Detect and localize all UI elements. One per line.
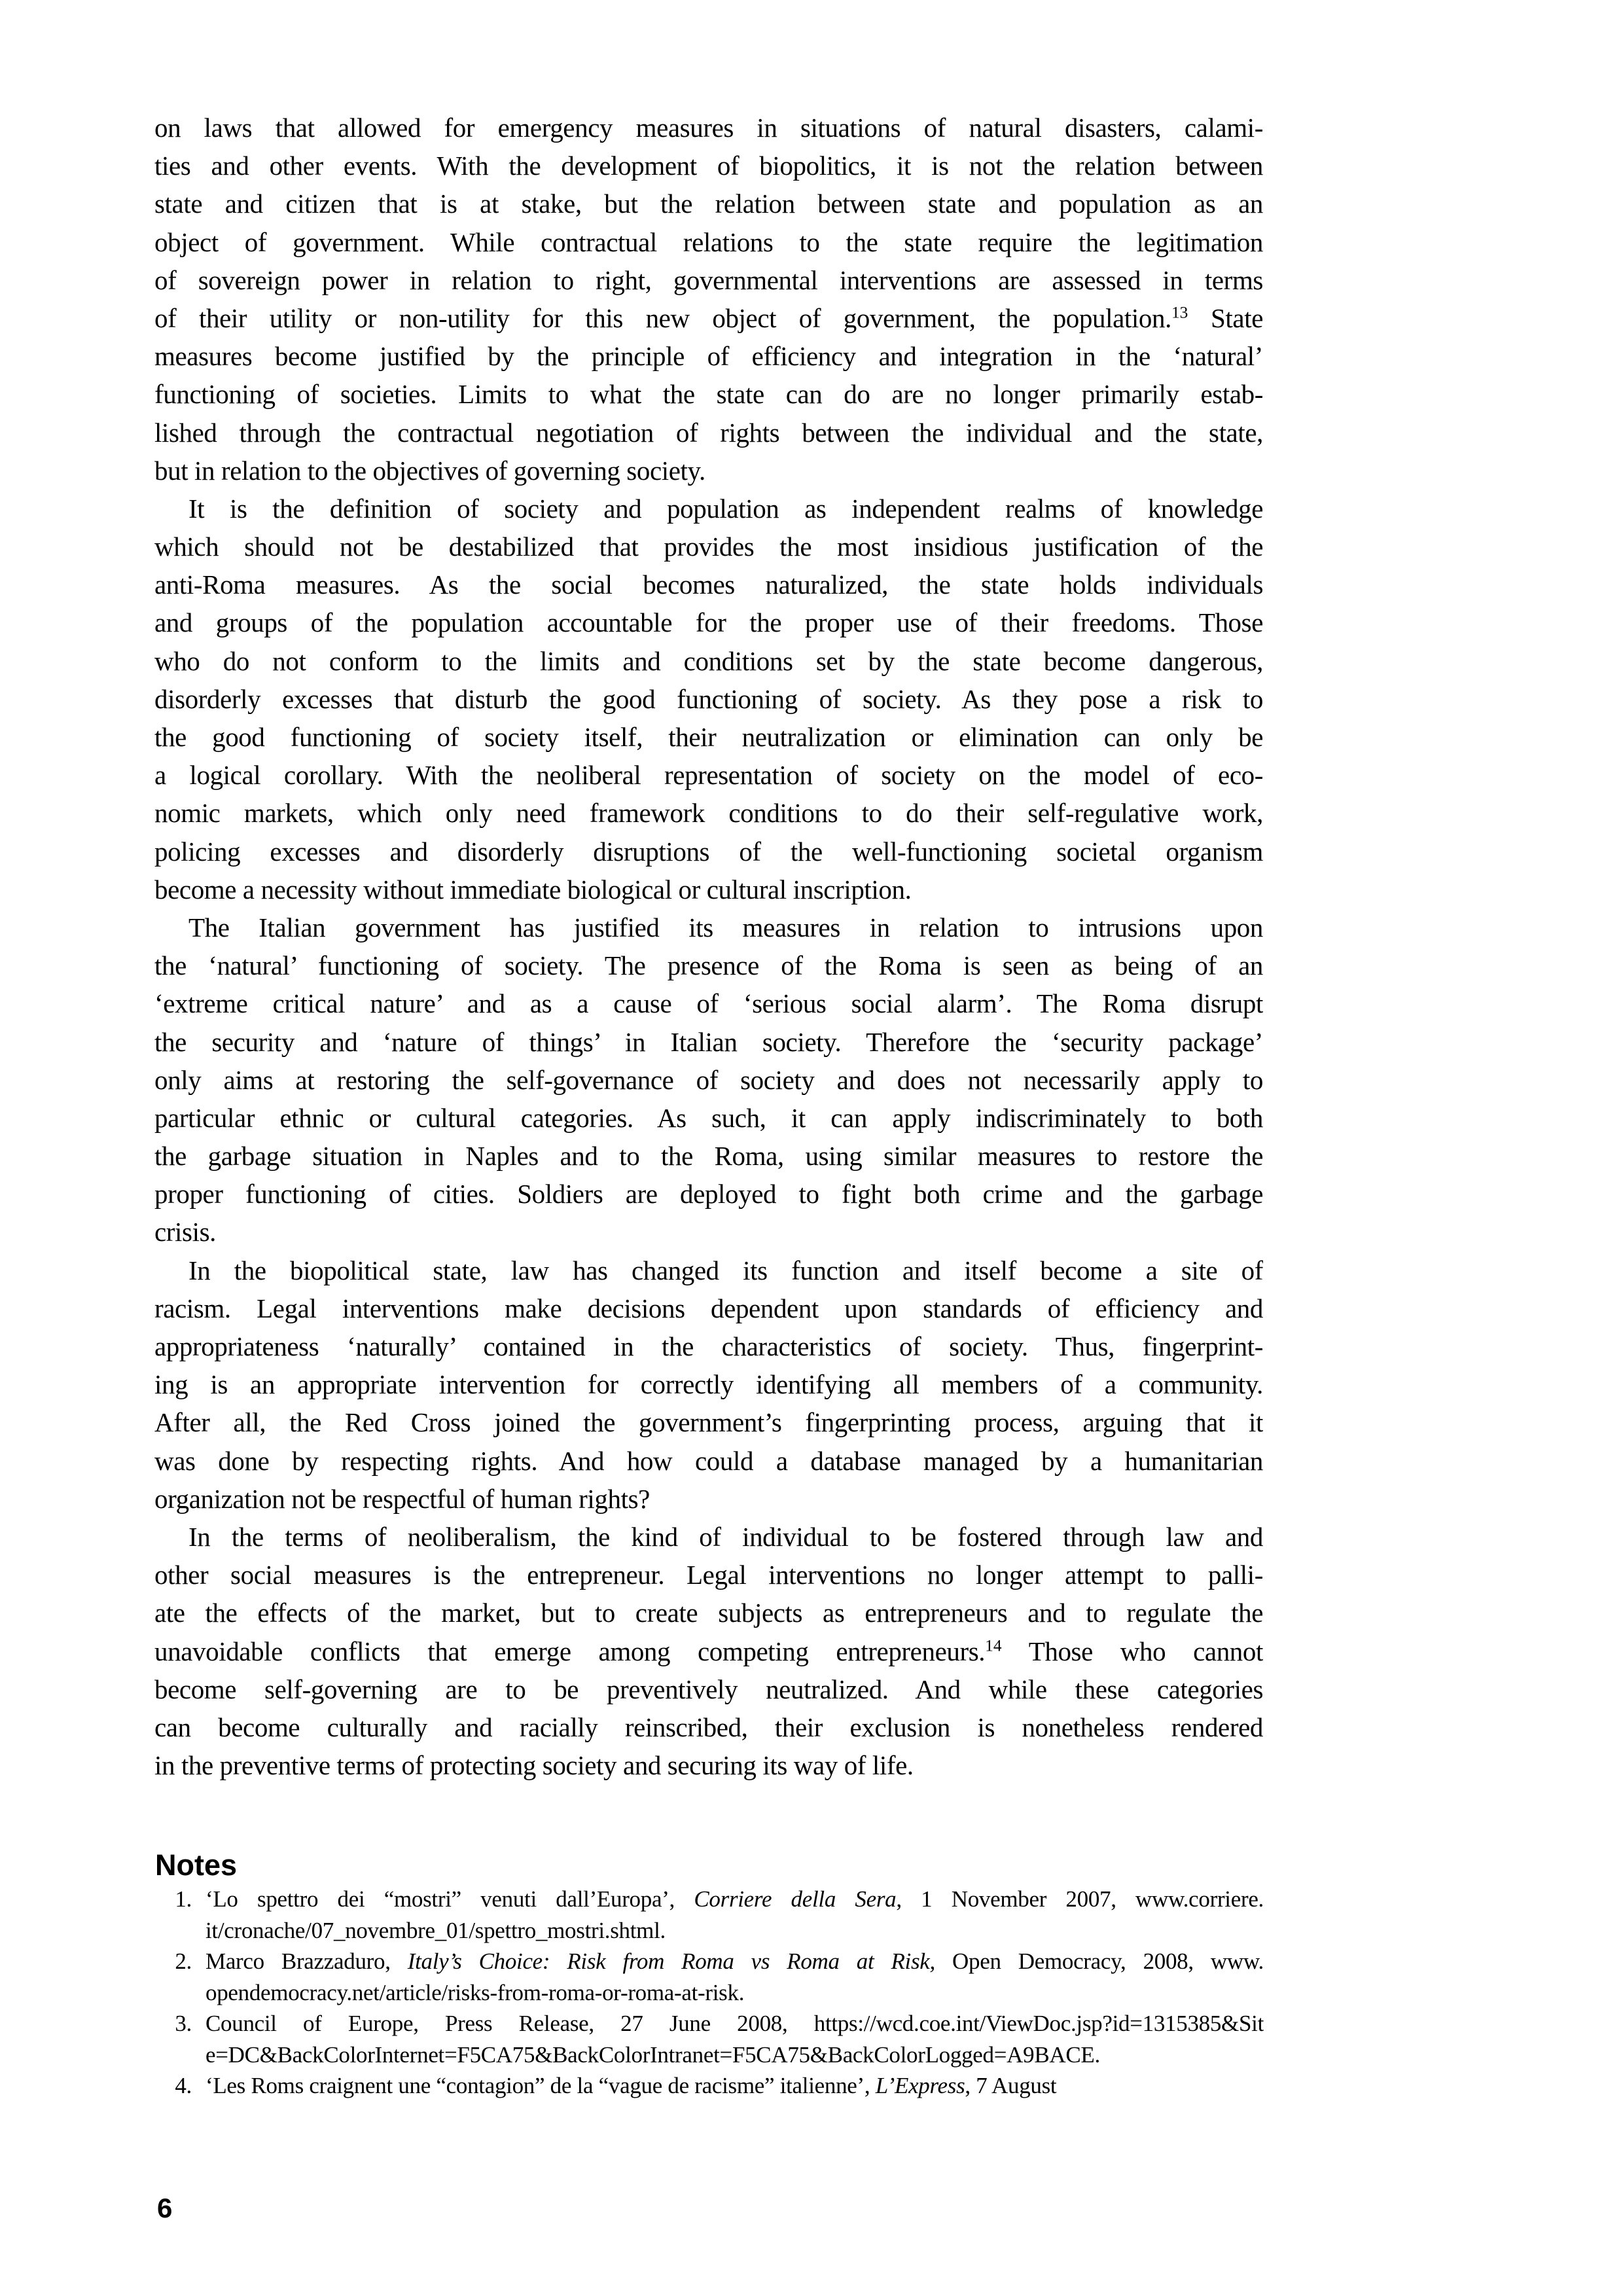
paragraph bbox=[154, 109, 1263, 490]
text-line: become a necessity without immediate biological or cultural inscription. bbox=[154, 874, 912, 905]
text-line: the ‘natural’ functioning of society. The presence of the Roma is seen as being of an bbox=[154, 950, 1263, 981]
text-line: crisis. bbox=[154, 1217, 216, 1247]
text-line: which should not be destabilized that provides the most insidious justification of the bbox=[154, 531, 1263, 562]
text-line: ing is an appropriate intervention for correctly identifying all members of a community. bbox=[154, 1369, 1263, 1400]
text-line: become self-governing are to be preventively neutralized. And while these categories bbox=[154, 1674, 1263, 1704]
footnote-marker: 14 bbox=[985, 1636, 1002, 1655]
note-item bbox=[155, 2070, 1264, 2102]
text-line: Marco Brazzaduro, Italy’s Choice: Risk from Roma vs Roma at Risk, Open Democracy, 2008, www. bbox=[205, 1948, 1264, 1974]
text-line: it/cronache/07_novembre_01/spettro_mostri.shtml. bbox=[205, 1917, 666, 1943]
text-line: ‘extreme critical nature’ and as a cause of ‘serious social alarm’. The Roma disrupt bbox=[154, 988, 1263, 1019]
note-item bbox=[155, 1884, 1264, 1946]
text-line: the garbage situation in Naples and to the Roma, using similar measures to restore the bbox=[154, 1141, 1263, 1172]
footnote-marker: 13 bbox=[1171, 303, 1188, 322]
text-line: was done by respecting rights. And how could a database managed by a humanitarian bbox=[154, 1445, 1263, 1476]
text-line: racism. Legal interventions make decisions dependent upon standards of efficiency and bbox=[154, 1293, 1263, 1323]
note-number: 3. bbox=[175, 2011, 192, 2036]
note-item bbox=[155, 2008, 1264, 2070]
text-line: ties and other events. With the development of biopolitics, it is not the relation between bbox=[154, 151, 1263, 181]
text-line: ‘Lo spettro dei “mostri” venuti dall’Europa’, Corriere della Sera, 1 November 2007, www.corriere. bbox=[205, 1886, 1264, 1912]
text-line: measures become justified by the principle of efficiency and integration in the ‘natural’ bbox=[154, 341, 1263, 372]
paragraph bbox=[154, 490, 1263, 908]
text-line: of their utility or non-utility for this new object of government, the population.$^{13}$ State bbox=[154, 302, 1263, 333]
text-line: opendemocracy.net/article/risks-from-roma-or-roma-at-risk. bbox=[205, 1979, 745, 2005]
text-line: In the biopolitical state, law has changed its function and itself become a site of bbox=[188, 1255, 1263, 1285]
paragraph bbox=[154, 908, 1263, 1251]
text-line: In the terms of neoliberalism, the kind of individual to be fostered through law and bbox=[188, 1521, 1263, 1552]
body-text bbox=[154, 109, 1263, 1784]
text-line: and groups of the population accountable for the proper use of their freedoms. Those bbox=[154, 607, 1263, 638]
text-line: The Italian government has justified its measures in relation to intrusions upon bbox=[188, 912, 1263, 942]
text-line: disorderly excesses that disturb the good functioning of society. As they pose a risk to bbox=[154, 683, 1263, 714]
text-line: appropriateness ‘naturally’ contained in the characteristics of society. Thus, fingerprint- bbox=[154, 1331, 1263, 1361]
text-line: After all, the Red Cross joined the government’s fingerprinting process, arguing that it bbox=[154, 1407, 1263, 1438]
text-line: in the preventive terms of protecting society and securing its way of life. bbox=[154, 1750, 914, 1781]
note-item bbox=[155, 1946, 1264, 2008]
page-number: 6 bbox=[157, 2193, 173, 2223]
text-line: proper functioning of cities. Soldiers are deployed to fight both crime and the garbage bbox=[154, 1179, 1263, 1210]
note-text bbox=[205, 1946, 1264, 2008]
text-line: only aims at restoring the self-governance of society and does not necessarily apply to bbox=[154, 1064, 1263, 1095]
text-line: policing excesses and disorderly disruptions of the well-functioning societal organism bbox=[154, 836, 1263, 867]
text-line: on laws that allowed for emergency measures in situations of natural disasters, calami- bbox=[154, 113, 1263, 143]
text-line: but in relation to the objectives of governing society. bbox=[154, 455, 705, 486]
text-line: anti-Roma measures. As the social becomes naturalized, the state holds individuals bbox=[154, 569, 1263, 600]
note-text bbox=[205, 2008, 1264, 2070]
text-line: of sovereign power in relation to right, governmental interventions are assessed in terms bbox=[154, 264, 1263, 295]
paragraph bbox=[154, 1251, 1263, 1518]
text-line: state and citizen that is at stake, but the relation between state and population as an bbox=[154, 188, 1263, 219]
note-number: 2. bbox=[175, 1948, 192, 1974]
text-line: a logical corollary. With the neoliberal representation of society on the model of eco- bbox=[154, 760, 1263, 791]
text-line: It is the definition of society and population as independent realms of knowledge bbox=[188, 493, 1263, 524]
text-line: functioning of societies. Limits to what the state can do are no longer primarily estab- bbox=[154, 379, 1263, 410]
text-line: e=DC&BackColorInternet=F5CA75&BackColorIntranet=F5CA75&BackColorLogged=A9BACE. bbox=[205, 2041, 1100, 2068]
text-line: nomic markets, which only need framework conditions to do their self-regulative work, bbox=[154, 798, 1263, 829]
note-text bbox=[205, 1884, 1264, 1946]
text-line: who do not conform to the limits and conditions set by the state become dangerous, bbox=[154, 645, 1263, 676]
text-line: particular ethnic or cultural categories. As such, it can apply indiscriminately to both bbox=[154, 1102, 1263, 1133]
notes-heading: Notes bbox=[155, 1848, 238, 1882]
text-line: unavoidable conflicts that emerge among competing entrepreneurs.$^{14}$ Those who cannot bbox=[154, 1636, 1263, 1666]
text-line: the security and ‘nature of things’ in Italian society. Therefore the ‘security package’ bbox=[154, 1026, 1263, 1057]
text-line: other social measures is the entrepreneur. Legal interventions no longer attempt to palli- bbox=[154, 1560, 1263, 1590]
note-number: 1. bbox=[175, 1886, 192, 1912]
text-line: ate the effects of the market, but to create subjects as entrepreneurs and to regulate the bbox=[154, 1598, 1263, 1628]
text-line: organization not be respectful of human rights? bbox=[154, 1483, 650, 1514]
notes-list bbox=[155, 1884, 1264, 2102]
note-text bbox=[205, 2070, 1264, 2102]
text-line: lished through the contractual negotiation of rights between the individual and the state, bbox=[154, 417, 1263, 448]
paragraph bbox=[154, 1518, 1263, 1784]
text-line: can become culturally and racially reinscribed, their exclusion is nonetheless rendered bbox=[154, 1712, 1263, 1742]
text-line: object of government. While contractual relations to the state require the legitimation bbox=[154, 226, 1263, 257]
text-line: the good functioning of society itself, their neutralization or elimination can only be bbox=[154, 722, 1263, 752]
text-line: Council of Europe, Press Release, 27 June 2008, https://wcd.coe.int/ViewDoc.jsp?id=1315385&Sit bbox=[205, 2011, 1264, 2036]
text-line: ‘Les Roms craignent une “contagion” de la “vague de racisme” italienne’, L’Express, 7 August bbox=[205, 2073, 1057, 2098]
note-number: 4. bbox=[175, 2073, 192, 2098]
